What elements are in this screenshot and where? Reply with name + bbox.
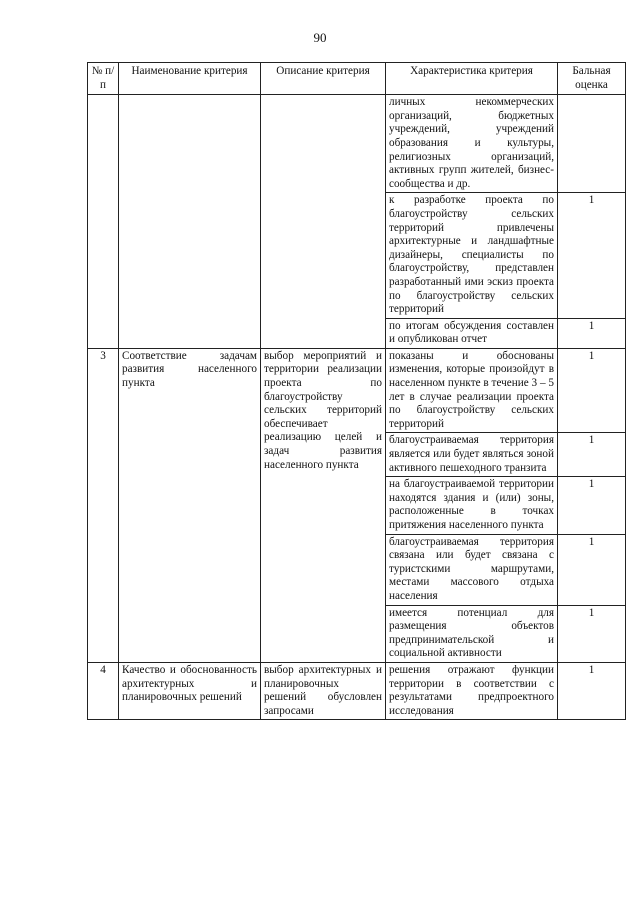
criterion-num: 3 — [88, 348, 119, 662]
header-name: Наименование критерия — [119, 63, 261, 95]
table-row — [88, 348, 626, 433]
table-row — [88, 95, 626, 193]
score-cell: 1 — [558, 433, 626, 477]
score-cell: 1 — [558, 534, 626, 605]
header-num: № п/п — [88, 63, 119, 95]
criterion-num: 4 — [88, 662, 119, 719]
characteristic-cell: личных некоммерческих организаций, бюджетных учреждений, учреждений образования и культуры, религиозных организаций, активных групп жителей, бизнес-сообщества и др. — [386, 95, 558, 193]
page-number: 90 — [313, 30, 327, 45]
header-characteristic: Характеристика критерия — [386, 63, 558, 95]
score-cell: 1 — [558, 605, 626, 662]
score-cell: 1 — [558, 662, 626, 719]
criteria-table — [87, 62, 626, 720]
characteristic-cell: по итогам обсуждения составлен и опубликован отчет — [386, 318, 558, 348]
table-header-row — [88, 63, 626, 95]
criterion-name: Соответствие задачам развития населенного пункта — [119, 348, 261, 662]
characteristic-cell: решения отражают функции территории в соответствии с результатами предпроектного исследования — [386, 662, 558, 719]
score-cell: 1 — [558, 193, 626, 318]
characteristic-cell: благоустраиваемая территория связана или будет связана с туристскими маршрутами, местами массового отдыха населения — [386, 534, 558, 605]
characteristic-cell: благоустраиваемая территория является или будет являться зоной активного пешеходного транзита — [386, 433, 558, 477]
characteristic-cell: имеется потенциал для размещения объектов предпринимательской и социальной активности — [386, 605, 558, 662]
criterion-desc: выбор мероприятий и территории реализации проекта по благоустройству сельских территорий обеспечивает реализацию целей и задач развития населенного пункта — [261, 348, 386, 662]
header-score: Бальная оценка — [558, 63, 626, 95]
header-desc: Описание критерия — [261, 63, 386, 95]
criterion-name — [119, 95, 261, 349]
criterion-desc: выбор архитектурных и планировочных решений обусловлен запросами — [261, 662, 386, 719]
characteristic-cell: на благоустраиваемой территории находятся здания и (или) зоны, расположенные в точках притяжения населенного пункта — [386, 477, 558, 534]
table-row — [88, 662, 626, 719]
criterion-num — [88, 95, 119, 349]
criterion-name: Качество и обоснованность архитектурных и планировочных решений — [119, 662, 261, 719]
score-cell — [558, 95, 626, 193]
criterion-desc — [261, 95, 386, 349]
characteristic-cell: к разработке проекта по благоустройству сельских территорий привлечены архитектурные и ландшафтные дизайнеры, специалисты по благоустройству, представлен разработанный ими эскиз проекта по благоустройству сельских территорий — [386, 193, 558, 318]
score-cell: 1 — [558, 318, 626, 348]
characteristic-cell: показаны и обоснованы изменения, которые произойдут в населенном пункте в течение 3 – 5 лет в случае реализации проекта по благоустройству сельских территорий — [386, 348, 558, 433]
score-cell: 1 — [558, 348, 626, 433]
score-cell: 1 — [558, 477, 626, 534]
